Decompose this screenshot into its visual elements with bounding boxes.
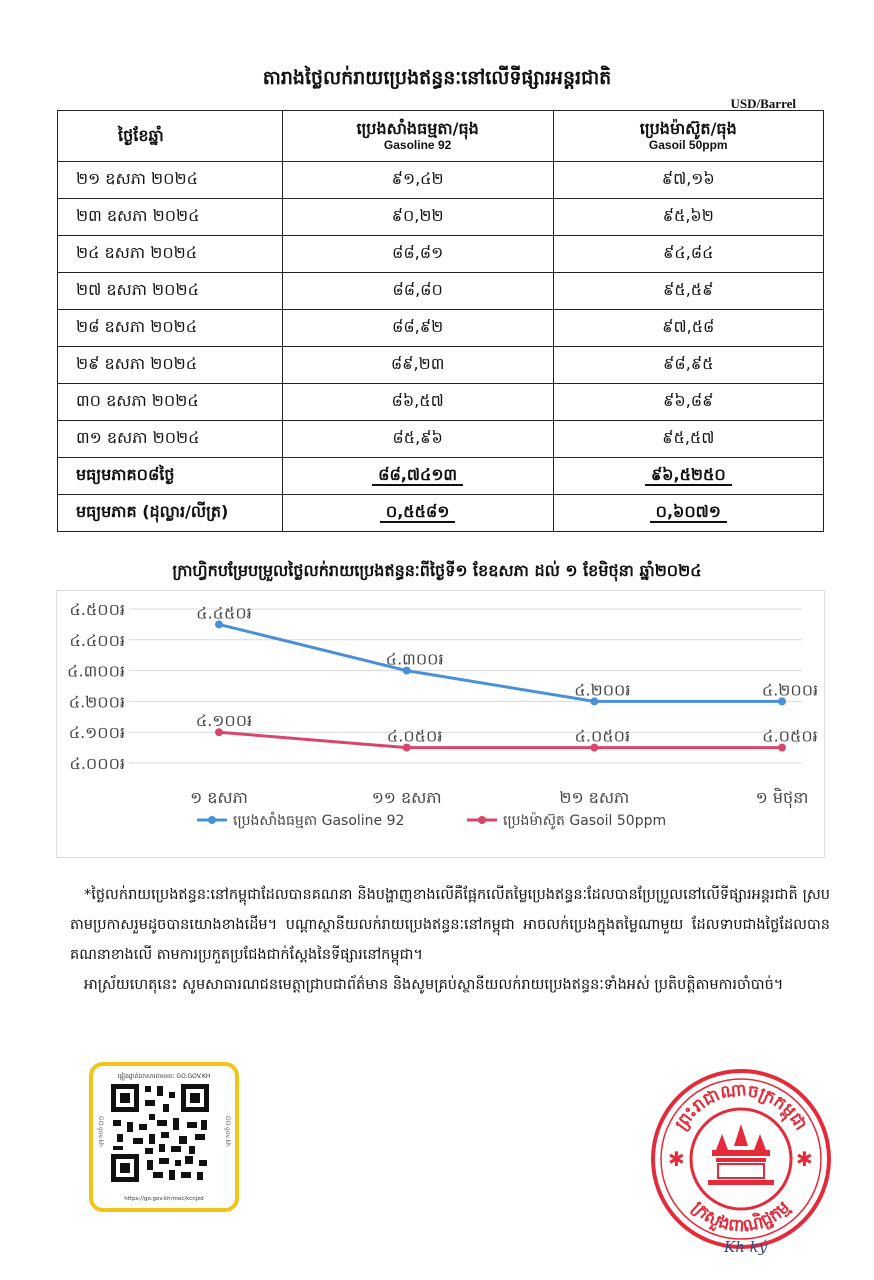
seal-star-right-icon: ✱ xyxy=(796,1147,813,1171)
average-per-liter-gasoil: ០,៦០៧១ xyxy=(650,502,727,523)
table-row xyxy=(58,236,824,273)
legend-label: ប្រេងម៉ាស៊ូត Gasoil 50ppm xyxy=(503,813,667,829)
x-tick-label: ១ មិថុនា xyxy=(755,788,809,807)
data-label: ៤.១០០៛ xyxy=(195,711,253,731)
header-gasoline-kh: ប្រេងសាំងធម្មតា/ធុង xyxy=(356,119,479,139)
cell-date: ២១ ឧសភា ២០២៤ xyxy=(58,162,283,199)
cell-gasoline: ៨៦,៥៧ xyxy=(282,384,553,421)
qr-side-text-right: GO.gov.kh xyxy=(224,1116,231,1147)
cell-date: ២៨ ឧសភា ២០២៤ xyxy=(58,310,283,347)
cell-gasoil: ៩៤,៨៤ xyxy=(553,236,823,273)
x-tick-label: ១១ ឧសភា xyxy=(371,788,442,807)
header-date: ថ្ងៃខែឆ្នាំ xyxy=(58,111,283,162)
header-gasoline-en: Gasoline 92 xyxy=(383,138,452,153)
data-label: ៤.០៥០៛ xyxy=(386,726,443,746)
y-tick-label: ៤.៤០០៛ xyxy=(69,630,125,650)
data-label: ៤.២០០៛ xyxy=(574,680,631,700)
qr-url-text: https://go.gov.kh/moc/kcnjzd xyxy=(124,1196,204,1202)
note-paragraph-2: អាស្រ័យហេតុនេះ សូមសាធារណជនមេត្តាជ្រាបជាព័ត៌មាន និងសូមគ្រប់ស្ថានីយលក់រាយប្រេងឥន្ធនៈទាំងអស់ ប្រតិបត្តិតាមការចាំបាច់។ xyxy=(84,977,784,993)
cell-gasoil: ៩៥,៥៩ xyxy=(553,273,823,310)
seal-star-left-icon: ✱ xyxy=(668,1147,685,1171)
table-row xyxy=(58,199,824,236)
chart-title: ក្រាហ្វិកបម្រែបម្រួលថ្លៃលក់រាយប្រេងឥន្ធនៈពីថ្ងៃទី១ ខែឧសភា ដល់ ១ ខែមិថុនា ឆ្នាំ២០២៤ xyxy=(172,561,702,580)
y-tick-label: ៤.១០០៛ xyxy=(68,723,125,743)
data-label: ៤.៤៥០៛ xyxy=(196,603,252,623)
table-row xyxy=(58,347,824,384)
average-per-liter-gasoline: ០,៥៥៨១ xyxy=(380,502,456,523)
cell-gasoil: ៩៥,៥៧ xyxy=(553,421,823,458)
header-gasoline xyxy=(282,111,553,162)
legend-marker xyxy=(478,816,486,824)
ministry-seal xyxy=(648,1066,834,1252)
data-label: ៤.០៥០៛ xyxy=(762,726,818,746)
cell-gasoline: ៩០,២២ xyxy=(282,199,553,236)
average-8days-gasoline-cell xyxy=(282,458,553,495)
angkor-temple-icon xyxy=(708,1124,774,1185)
x-tick-label: ១ ឧសភា xyxy=(190,788,248,807)
qr-top-text: ផ្ទៀងផ្ទាត់ឯកសារតាមរយៈ GO.GOV.KH xyxy=(117,1073,211,1080)
header-gasoil-kh: ប្រេងម៉ាស៊ូត/ធុង xyxy=(639,119,737,139)
average-per-liter-gasoline-cell xyxy=(282,495,553,532)
cell-date: ២៣ ឧសភា ២០២៤ xyxy=(58,199,283,236)
cell-date: ៣១ ឧសភា ២០២៤ xyxy=(58,421,283,458)
data-label: ៤.៣០០៛ xyxy=(385,649,444,669)
header-gasoil-en: Gasoil 50ppm xyxy=(648,138,728,153)
x-tick-label: ២១ ឧសភា xyxy=(559,788,630,807)
cell-gasoline: ៨៩,២៣ xyxy=(282,347,553,384)
y-tick-label: ៤.៣០០៛ xyxy=(67,661,125,681)
table-header-row xyxy=(58,111,824,162)
price-chart xyxy=(56,590,825,858)
cell-date: ២៩ ឧសភា ២០២៤ xyxy=(58,347,283,384)
table-row xyxy=(58,384,824,421)
qr-code-icon[interactable] xyxy=(109,1082,211,1184)
legend-marker xyxy=(208,816,216,824)
cell-gasoline: ៩១,៤២ xyxy=(282,162,553,199)
series-line xyxy=(219,624,782,701)
average-8days-row xyxy=(58,458,824,495)
data-label: ៤.០៥០៛ xyxy=(574,726,631,746)
signature: Kh ký xyxy=(724,1238,768,1256)
average-8days-label: មធ្យមភាគ០៨ថ្ងៃ xyxy=(58,458,283,495)
legend-label: ប្រេងសាំងធម្មតា Gasoline 92 xyxy=(233,813,405,829)
cell-date: ២៤ ឧសភា ២០២៤ xyxy=(58,236,283,273)
cell-gasoil: ៩៦,៨៩ xyxy=(553,384,823,421)
note-paragraph-1: *ថ្លៃលក់រាយប្រេងឥន្ធនៈនៅកម្ពុជាដែលបានគណនា និងបង្ហាញខាងលើគឺផ្អែកលើតម្លៃប្រេងឥន្ធនៈដែលបានប្រែប្រួលនៅលើទីផ្សារអន្តរជាតិ ស្របតាមប្រកាសរួមដូចបានយោងខាងដើម។ បណ្តាស្ថានីយលក់រាយប្រេងឥន្ធនៈនៅកម្ពុជា អាចលក់ប្រេងក្នុងតម្លៃណាមួយ ដែលទាបជាងថ្លៃដែលបានគណនាខាងលើ តាមការប្រកួតប្រជែងជាក់ស្តែងនៃទីផ្សារនៅកម្ពុជា។ xyxy=(70,887,830,963)
note-section xyxy=(70,880,830,1000)
price-chart-svg xyxy=(57,591,824,857)
cell-date: ៣០ ឧសភា ២០២៤ xyxy=(58,384,283,421)
seal-bottom-text: ក្រសួងពាណិជ្ជកម្ម xyxy=(687,1197,795,1237)
document-title: តារាងថ្លៃលក់រាយប្រេងឥន្ធនៈនៅលើទីផ្សារអន្តរជាតិ xyxy=(262,67,612,89)
cell-gasoline: ៨៥,៩៦ xyxy=(282,421,553,458)
cell-gasoil: ៩៧,៥៨ xyxy=(553,310,823,347)
y-tick-label: ៤.០០០៛ xyxy=(69,754,125,773)
cell-gasoline: ៨៨,៨១ xyxy=(282,236,553,273)
average-8days-gasoil: ៩៦,៥២៥០ xyxy=(645,465,732,486)
unit-label: USD/Barrel xyxy=(730,96,796,111)
table-row xyxy=(58,273,824,310)
average-8days-gasoil-cell xyxy=(553,458,823,495)
table-row xyxy=(58,421,824,458)
header-gasoil xyxy=(553,111,823,162)
cell-gasoil: ៩៥,៦២ xyxy=(553,199,823,236)
average-per-liter-row xyxy=(58,495,824,532)
average-per-liter-gasoil-cell xyxy=(553,495,823,532)
cell-gasoline: ៨៨,៩២ xyxy=(282,310,553,347)
cell-gasoil: ៩៨,៩៥ xyxy=(553,347,823,384)
cell-date: ២៧ ឧសភា ២០២៤ xyxy=(58,273,283,310)
table-row xyxy=(58,162,824,199)
qr-code-block[interactable] xyxy=(89,1062,239,1212)
cell-gasoline: ៨៨,៨០ xyxy=(282,273,553,310)
average-per-liter-label: មធ្យមភាគ (ដុល្លារ/លីត្រ) xyxy=(58,495,283,532)
y-tick-label: ៤.២០០៛ xyxy=(68,692,125,712)
average-8days-gasoline: ៨៨,៧៤១៣ xyxy=(372,465,463,486)
cell-gasoil: ៩៧,១៦ xyxy=(553,162,823,199)
table-row xyxy=(58,310,824,347)
seal-top-text: ព្រះរាជាណាចក្រកម្ពុជា xyxy=(671,1080,811,1135)
data-label: ៤.២០០៛ xyxy=(761,680,819,700)
y-tick-label: ៤.៥០០៛ xyxy=(69,600,125,619)
price-table xyxy=(57,110,824,532)
qr-side-text-left: GO.gov.kh xyxy=(97,1116,104,1147)
series-line xyxy=(219,732,782,747)
